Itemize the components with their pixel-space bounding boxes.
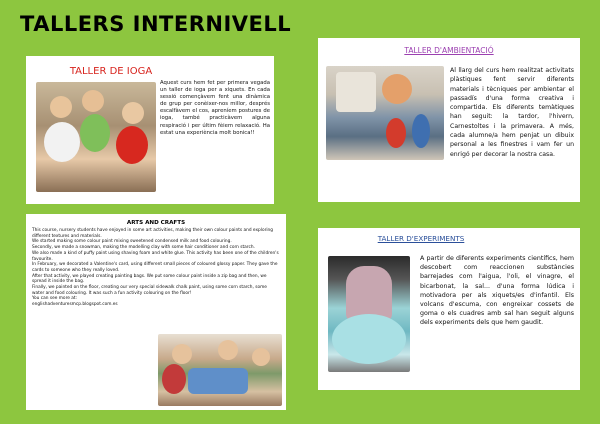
experiments-photo xyxy=(328,256,410,372)
arts-photo xyxy=(158,334,282,406)
arts-paragraph: Secondly, we made a snowman, making the modelling clay with some hair conditioner and corn starch. xyxy=(32,245,255,251)
arts-paragraph: We also made a kind of puffy paint using shaving foam and white glue. This activity has been one of the children's favourite. xyxy=(32,250,279,262)
ambientacio-text: Al llarg del curs hem realitzat activitats plàstiques fent servir diferents materials i tècniques per ambientar el passadís d'una forma creativa i compartida. Els diferents temàtiques han seguit: la tardor, l'hivern, Carnestoltes i la primavera. A més, cada alumne/a hem penjat un dibuix personal a les finestres i vam fer un enrigó per decorar la nostra casa. xyxy=(450,67,574,158)
ioga-photo xyxy=(36,82,156,192)
arts-title: ARTS AND CRAFTS xyxy=(126,220,186,226)
ambientacio-card xyxy=(318,38,580,202)
ambientacio-photo xyxy=(326,66,444,160)
ioga-text: Aquest curs hem fet per primera vegada un taller de ioga per a xiquets. En cada sessió començàvem fent una dinàmica de grup per conèixer-nos millor, després escalfàvem el cos, apreníem postures de ioga, també practicàvem alguna respiració i per últim fèiem relaxació. Ha estat una experiència molt bonica!! xyxy=(160,80,270,136)
ambientacio-title: TALLER D'AMBIENTACIÓ xyxy=(404,46,494,55)
arts-card xyxy=(26,214,286,410)
arts-text xyxy=(32,228,280,308)
experiments-card xyxy=(318,228,580,390)
page-title: TALLERS INTERNIVELL xyxy=(20,12,292,36)
arts-paragraph: You can see more at: xyxy=(32,296,78,302)
experiments-title: TALLER D'EXPERIMENTS xyxy=(377,234,465,243)
arts-paragraph: After that activity, we played creating painting bags. We put some colour paint inside a zip bag and then, we spread it inside the bag. xyxy=(32,273,267,285)
arts-paragraph: Finally, we painted on the floor, creating our very special sidewalk chalk paint, using some corn starch, some water and food colouring. It was such a fun activity colouring on the floor! xyxy=(32,285,267,296)
arts-paragraph: We started making some colour paint mixing sweetened condensed milk and food colouring. xyxy=(32,239,232,245)
ioga-title: TALLER DE IOGA xyxy=(69,66,153,77)
arts-paragraph: This course, nursery students have enjoyed in some art activities, making their own colour paints and exploring different textures and materials. xyxy=(32,228,274,239)
arts-paragraph: In February, we decorated a Valentine's card, using different small pieces of coloured glossy paper. They gave the cards to someone who they really loved. xyxy=(32,262,278,273)
ioga-card xyxy=(26,56,274,204)
experiments-text: A partir de diferents experiments científics, hem descobert com reaccionen substàncies barrejades com l'aigua, l'oli, el vinagre, el bicarbonat, la sal... d'una forma lúdica i motivadora per als xiquets/es d'infantil. Els volcans d'escuma, con engreixar cossets de goma o els cuadres amb sal han seguit alguns dels experiments dels que hem gaudit. xyxy=(420,255,574,327)
arts-link[interactable]: englishadventuresmcp.blogspot.com.es xyxy=(32,302,118,308)
